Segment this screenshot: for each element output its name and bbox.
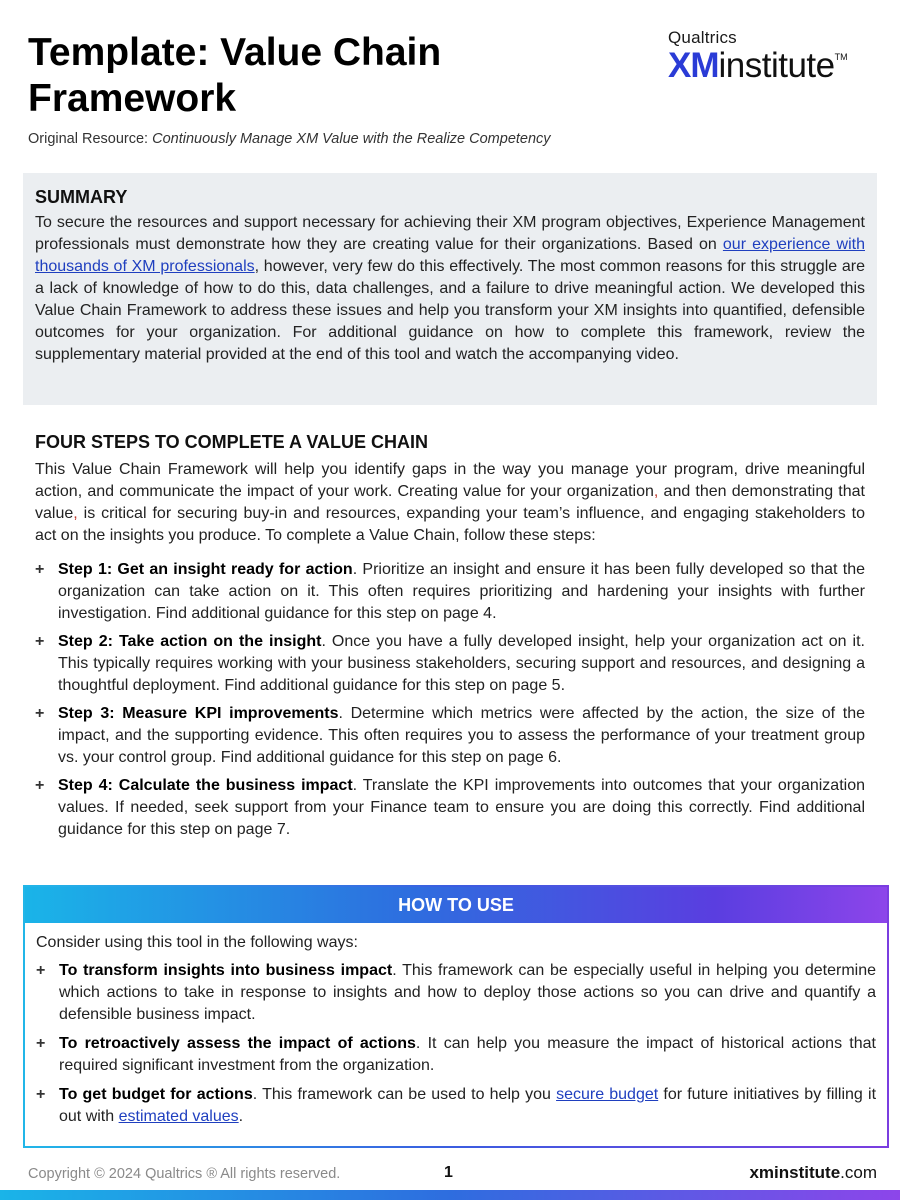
step-text: . Translate the KPI improvements into outcomes that your organization values. If needed, seek support from your Finance team to ensure you are doing this correctly. Find additional guidance for this step on page 7. [58,777,865,838]
summary-heading: SUMMARY [35,187,128,207]
step-item [35,775,865,841]
step-text: . Once you have a fully developed insight, help your organization act on it. This typically requires working with your business stakeholders, securing support and resources, and designing a thoughtful deployment. Find additional guidance for this step on page 5. [58,633,866,694]
four-steps-section [35,432,865,847]
summary-text [35,212,865,366]
step-item [35,559,865,625]
intro-part-2: and then demonstrating that value [35,483,865,522]
step-item [35,631,865,697]
usage-item [36,1084,876,1128]
plus-icon: + [35,777,45,794]
logo-xm: XM [668,46,719,85]
intro-part-3: is critical for securing buy-in and resources, expanding your team’s influence, and engaging stakeholders to act on the insights you produce. To complete a Value Chain, follow these steps: [35,505,865,544]
copyright: Copyright © 2024 Qualtrics ® All rights reserved. [28,1166,341,1182]
step-item [35,703,865,769]
usage-text: for future initiatives by filling it out with [59,1086,877,1125]
plus-icon: + [35,561,45,578]
resource-prefix: Original Resource: [28,131,153,147]
tracked-comma: , [653,483,659,500]
usage-title: To get budget for actions [59,1086,253,1103]
how-to-use-intro: Consider using this tool in the following ways: [36,934,358,951]
step-text: . Prioritize an insight and ensure it has been fully developed so that the organization can take action on it. This often requires prioritizing and hardening your insights with further investigation. Find additional guidance for this step on page 4. [58,561,865,622]
intro-part-1: This Value Chain Framework will help you identify gaps in the way you manage your program, drive meaningful action, and communicate the impact of your work. Creating value for your organization [35,461,865,500]
tracked-comma: , [73,505,78,522]
plus-icon: + [36,1086,46,1103]
page-title: Template: Value Chain Framework [28,31,442,120]
plus-icon: + [36,962,46,979]
plus-icon: + [35,705,45,722]
step-title: Step 2: Take action on the insight [58,633,322,650]
usage-text: . It can help you measure the impact of historical actions that required significant investment from the organization. [59,1035,876,1074]
how-to-use-body [25,923,887,1128]
logo-trademark: TM [834,52,848,62]
bottom-gradient-bar [0,1190,900,1200]
summary-box [23,173,877,405]
usage-list [36,960,876,1128]
logo-wordmark [668,46,883,86]
step-title: Step 3: Measure KPI improvements [58,705,339,722]
four-steps-heading: FOUR STEPS TO COMPLETE A VALUE CHAIN [35,432,429,452]
usage-text: . [238,1108,244,1125]
plus-icon: + [36,1035,46,1052]
site-link[interactable] [749,1163,877,1183]
steps-list [35,559,865,841]
original-resource [28,131,551,147]
usage-text: . This framework can be especially useful in helping you determine which actions to take in response to insights and how to deploy those actions so you can drive and quantify a defensible business impact. [59,962,877,1023]
usage-item [36,1033,876,1077]
usage-title: To transform insights into business impact [59,962,393,979]
usage-text: . This framework can be used to help you [252,1086,557,1103]
how-to-use-heading: HOW TO USE [25,887,887,923]
usage-title: To retroactively assess the impact of actions [59,1035,416,1052]
step-text: . Determine which metrics were affected by the action, the size of the impact, and the supporting evidence. This often requires you to assess the performance of your treatment group vs. your control group. Find additional guidance for this step on page 6. [58,705,866,766]
four-steps-intro [35,459,865,547]
how-to-use-box [23,885,889,1148]
summary-text-part-1: To secure the resources and support necessary for achieving their XM program objectives, Experience Management professionals must demonstrate how they are creating value for their organizations. Based on [35,214,865,253]
usage-item [36,960,876,1026]
page-number: 1 [444,1164,453,1181]
xm-institute-logo [668,28,883,86]
site-name: xminstitute [749,1163,841,1182]
step-title: Step 1: Get an insight ready for action [58,561,353,578]
logo-institute: institute [718,46,835,85]
secure-budget-link[interactable]: secure budget [556,1086,659,1103]
experience-link[interactable]: our experience with thousands of XM professionals [35,236,865,275]
summary-text-part-2: , however, very few do this effectively. The most common reasons for this struggle are a lack of knowledge of how to do this, data challenges, and a failure to drive meaningful action. We developed this Value Chain Framework to address these issues and help you transform your XM insights into quantified, defensible outcomes for your organization. For additional guidance on how to complete this framework, review the supplementary material provided at the end of this tool and watch the accompanying video. [35,258,865,363]
logo-brand: Qualtrics [668,28,737,47]
step-title: Step 4: Calculate the business impact [58,777,353,794]
site-domain: .com [840,1163,877,1182]
estimated-values-link[interactable]: estimated values [118,1108,239,1125]
plus-icon: + [35,633,45,650]
resource-title: Continuously Manage XM Value with the Realize Competency [152,131,551,147]
